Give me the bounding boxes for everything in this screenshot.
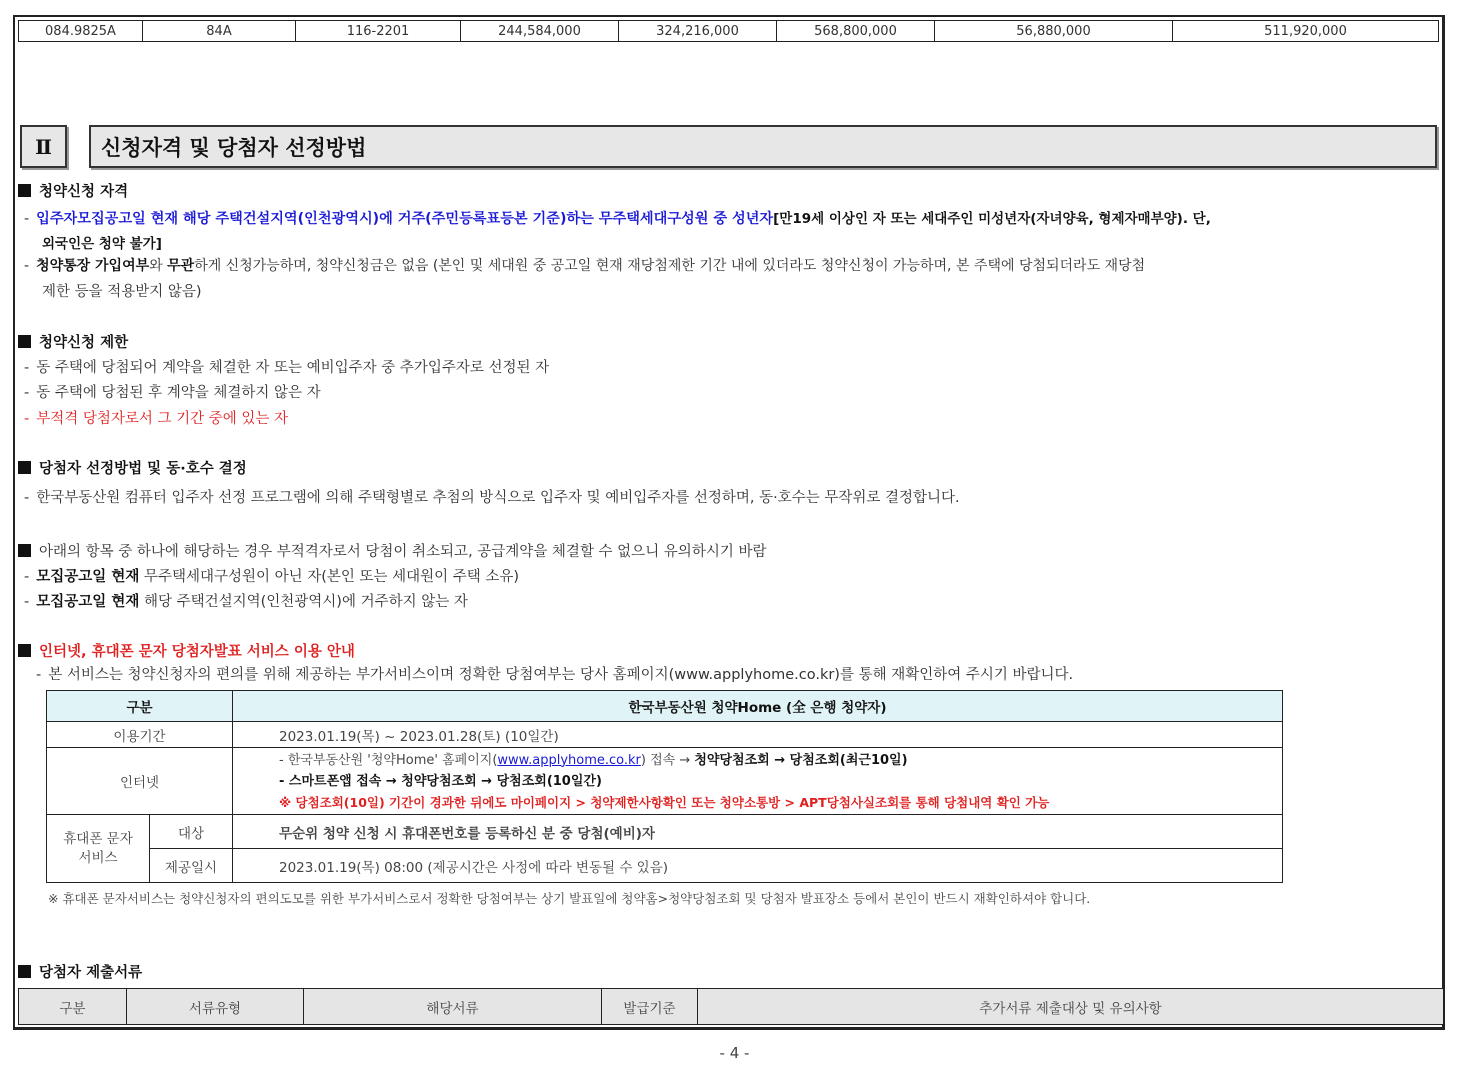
text: 와 bbox=[149, 258, 168, 274]
list-item: - 한국부동산원 컴퓨터 입주자 선정 프로그램에 의해 주택형별로 추첨의 방식으로 입주자 및 예비입주자를 선정하며, 동·호수는 무작위로 결정합니다. bbox=[24, 490, 960, 506]
table-row bbox=[47, 691, 1283, 722]
table-row bbox=[47, 722, 1283, 748]
table-cell: 324,216,000 bbox=[619, 21, 777, 42]
supply-price-row bbox=[18, 20, 1439, 42]
table-row bbox=[19, 21, 1439, 42]
service-table bbox=[46, 690, 1283, 883]
table-cell: 대상 bbox=[150, 815, 233, 849]
table-header: 한국부동산원 청약Home (全 은행 청약자) bbox=[233, 691, 1283, 722]
table-cell: 116-2201 bbox=[296, 21, 461, 42]
internet-line-2: - 스마트폰앱 접속 → 청약당첨조회 → 당첨조회(10일간) bbox=[279, 773, 602, 789]
square-bullet-icon bbox=[18, 335, 31, 348]
eligibility-heading bbox=[18, 180, 128, 201]
table-cell bbox=[233, 748, 1283, 815]
table-cell: 56,880,000 bbox=[935, 21, 1173, 42]
list-item: - 모집공고일 현재 무주택세대구성원이 아닌 자(본인 또는 세대원이 주택 소유) bbox=[24, 569, 520, 585]
item-text: 동 주택에 당첨된 후 계약을 체결하지 않은 자 bbox=[36, 385, 321, 401]
item-text: 동 주택에 당첨되어 계약을 체결한 자 또는 예비입주자 중 추가입주자로 선정된 자 bbox=[36, 360, 550, 376]
table-header: 추가서류 제출대상 및 유의사항 bbox=[698, 989, 1444, 1025]
internet-line-1: - 한국부동산원 '청약Home' 홈페이지(www.applyhome.co.kr) 접속 → 청약당첨조회 → 당첨조회(최근10일) bbox=[279, 752, 908, 768]
page-number: - 4 - bbox=[719, 1044, 750, 1062]
table-cell: 무순위 청약 신청 시 휴대폰번호를 등록하신 분 중 당첨(예비)자 bbox=[233, 815, 1283, 849]
heading-text: 청약신청 자격 bbox=[39, 184, 129, 200]
section-title: 신청자격 및 당첨자 선정방법 bbox=[89, 125, 1437, 168]
heading-text: 청약신청 제한 bbox=[39, 335, 129, 351]
dash-bullet: - bbox=[24, 258, 30, 274]
table-cell: 84A bbox=[143, 21, 296, 42]
text: 무주택세대구성원이 아닌 자(본인 또는 세대원이 주택 소유) bbox=[139, 569, 520, 585]
table-cell: 휴대폰 문자서비스 bbox=[47, 815, 150, 883]
table-cell: 568,800,000 bbox=[777, 21, 935, 42]
eligibility-item-1 bbox=[18, 207, 1211, 228]
list-item-red: - 부적격 당첨자로서 그 기간 중에 있는 자 bbox=[24, 411, 288, 427]
heading-text: 당첨자 선정방법 및 동·호수 결정 bbox=[39, 461, 247, 477]
list-item: - 모집공고일 현재 해당 주택건설지역(인천광역시)에 거주하지 않는 자 bbox=[24, 594, 468, 610]
table-cell: 2023.01.19(목) ~ 2023.01.28(토) (10일간) bbox=[233, 722, 1283, 748]
table-header: 서류유형 bbox=[127, 989, 304, 1025]
selection-heading bbox=[18, 457, 247, 478]
section-number: Ⅱ bbox=[20, 125, 67, 168]
restriction-heading bbox=[18, 331, 128, 352]
table-cell: 2023.01.19(목) 08:00 (제공시간은 사정에 따라 변동될 수 있음) bbox=[233, 849, 1283, 883]
table-cell: 인터넷 bbox=[47, 748, 233, 815]
table-cell: 이용기간 bbox=[47, 722, 233, 748]
item-text: 부적격 당첨자로서 그 기간 중에 있는 자 bbox=[36, 411, 288, 427]
table-header: 발급기준 bbox=[602, 989, 698, 1025]
heading-text: 아래의 항목 중 하나에 해당하는 경우 부적격자로서 당첨이 취소되고, 공급계약을 체결할 수 없으니 유의하시기 바람 bbox=[39, 544, 767, 560]
service-heading bbox=[18, 640, 355, 661]
square-bullet-icon bbox=[18, 544, 31, 557]
item-text: 본 서비스는 청약신청자의 편의를 위해 제공하는 부가서비스이며 정확한 당첨여부는 당사 홈페이지(www.applyhome.co.kr)를 통해 재확인하여 주시기 바랍니다. bbox=[48, 667, 1074, 683]
documents-heading bbox=[18, 961, 142, 982]
square-bullet-icon bbox=[18, 644, 31, 657]
eligibility-item-2 bbox=[18, 255, 1145, 275]
square-bullet-icon bbox=[18, 184, 31, 197]
documents-table bbox=[18, 988, 1444, 1025]
bold-text: 청약통장 가입여부 bbox=[36, 258, 150, 274]
table-header: 구분 bbox=[19, 989, 127, 1025]
internet-line-3: ※ 당첨조회(10일) 기간이 경과한 뒤에도 마이페이지 > 청약제한사항확인 또는 청약소통방 > APT당첨사실조회를 통해 당첨내역 확인 가능 bbox=[279, 794, 1050, 810]
dash-bullet: - bbox=[24, 211, 30, 227]
heading-text: 인터넷, 휴대폰 문자 당첨자발표 서비스 이용 안내 bbox=[39, 644, 355, 660]
blue-text: 입주자모집공고일 현재 해당 주택건설지역(인천광역시)에 거주(주민등록표등본 기준)하는 무주택세대구성원 중 성년자 bbox=[36, 211, 774, 227]
table-row bbox=[47, 748, 1283, 815]
eligibility-item-2-cont: 제한 등을 적용받지 않음) bbox=[42, 284, 202, 300]
text: 해당 주택건설지역(인천광역시)에 거주하지 않는 자 bbox=[139, 594, 468, 610]
table-cell: 511,920,000 bbox=[1173, 21, 1439, 42]
black-text: [만19세 이상인 자 또는 세대주인 미성년자(자녀양육, 형제자매부양). 단, bbox=[773, 211, 1211, 227]
table-header: 해당서류 bbox=[304, 989, 602, 1025]
table-cell: 제공일시 bbox=[150, 849, 233, 883]
heading-text: 당첨자 제출서류 bbox=[39, 965, 143, 981]
square-bullet-icon bbox=[18, 965, 31, 978]
table-row bbox=[47, 849, 1283, 883]
bold-text: 무관 bbox=[167, 258, 195, 274]
table-header: 구분 bbox=[47, 691, 233, 722]
table-cell: 084.9825A bbox=[19, 21, 143, 42]
ineligible-heading bbox=[18, 540, 766, 561]
service-note: ※ 휴대폰 문자서비스는 청약신청자의 편의도모를 위한 부가서비스로서 정확한 당첨여부는 상기 발표일에 청약홈>청약당첨조회 및 당첨자 발표장소 등에서 본인이 반드시 재확인하셔야 합니다. bbox=[48, 891, 1091, 906]
list-item: - 동 주택에 당첨되어 계약을 체결한 자 또는 예비입주자 중 추가입주자로 선정된 자 bbox=[24, 360, 550, 376]
eligibility-item-1-cont: 외국인은 청약 불가] bbox=[42, 236, 162, 252]
bold-text: 모집공고일 현재 bbox=[36, 569, 140, 585]
service-intro: - 본 서비스는 청약신청자의 편의를 위해 제공하는 부가서비스이며 정확한 당첨여부는 당사 홈페이지(www.applyhome.co.kr)를 통해 재확인하여 주시기 바랍니다. bbox=[36, 667, 1074, 683]
table-row bbox=[47, 815, 1283, 849]
bold-text: 모집공고일 현재 bbox=[36, 594, 140, 610]
item-text: 한국부동산원 컴퓨터 입주자 선정 프로그램에 의해 주택형별로 추첨의 방식으로 입주자 및 예비입주자를 선정하며, 동·호수는 무작위로 결정합니다. bbox=[36, 490, 960, 506]
list-item: - 동 주택에 당첨된 후 계약을 체결하지 않은 자 bbox=[24, 385, 321, 401]
square-bullet-icon bbox=[18, 461, 31, 474]
table-row bbox=[19, 989, 1444, 1025]
text: 하게 신청가능하며, 청약신청금은 없음 (본인 및 세대원 중 공고일 현재 재당첨제한 기간 내에 있더라도 청약신청이 가능하며, 본 주택에 당첨되더라도 재당첨 bbox=[194, 258, 1146, 274]
applyhome-link[interactable]: www.applyhome.co.kr bbox=[497, 752, 641, 768]
table-cell: 244,584,000 bbox=[461, 21, 619, 42]
